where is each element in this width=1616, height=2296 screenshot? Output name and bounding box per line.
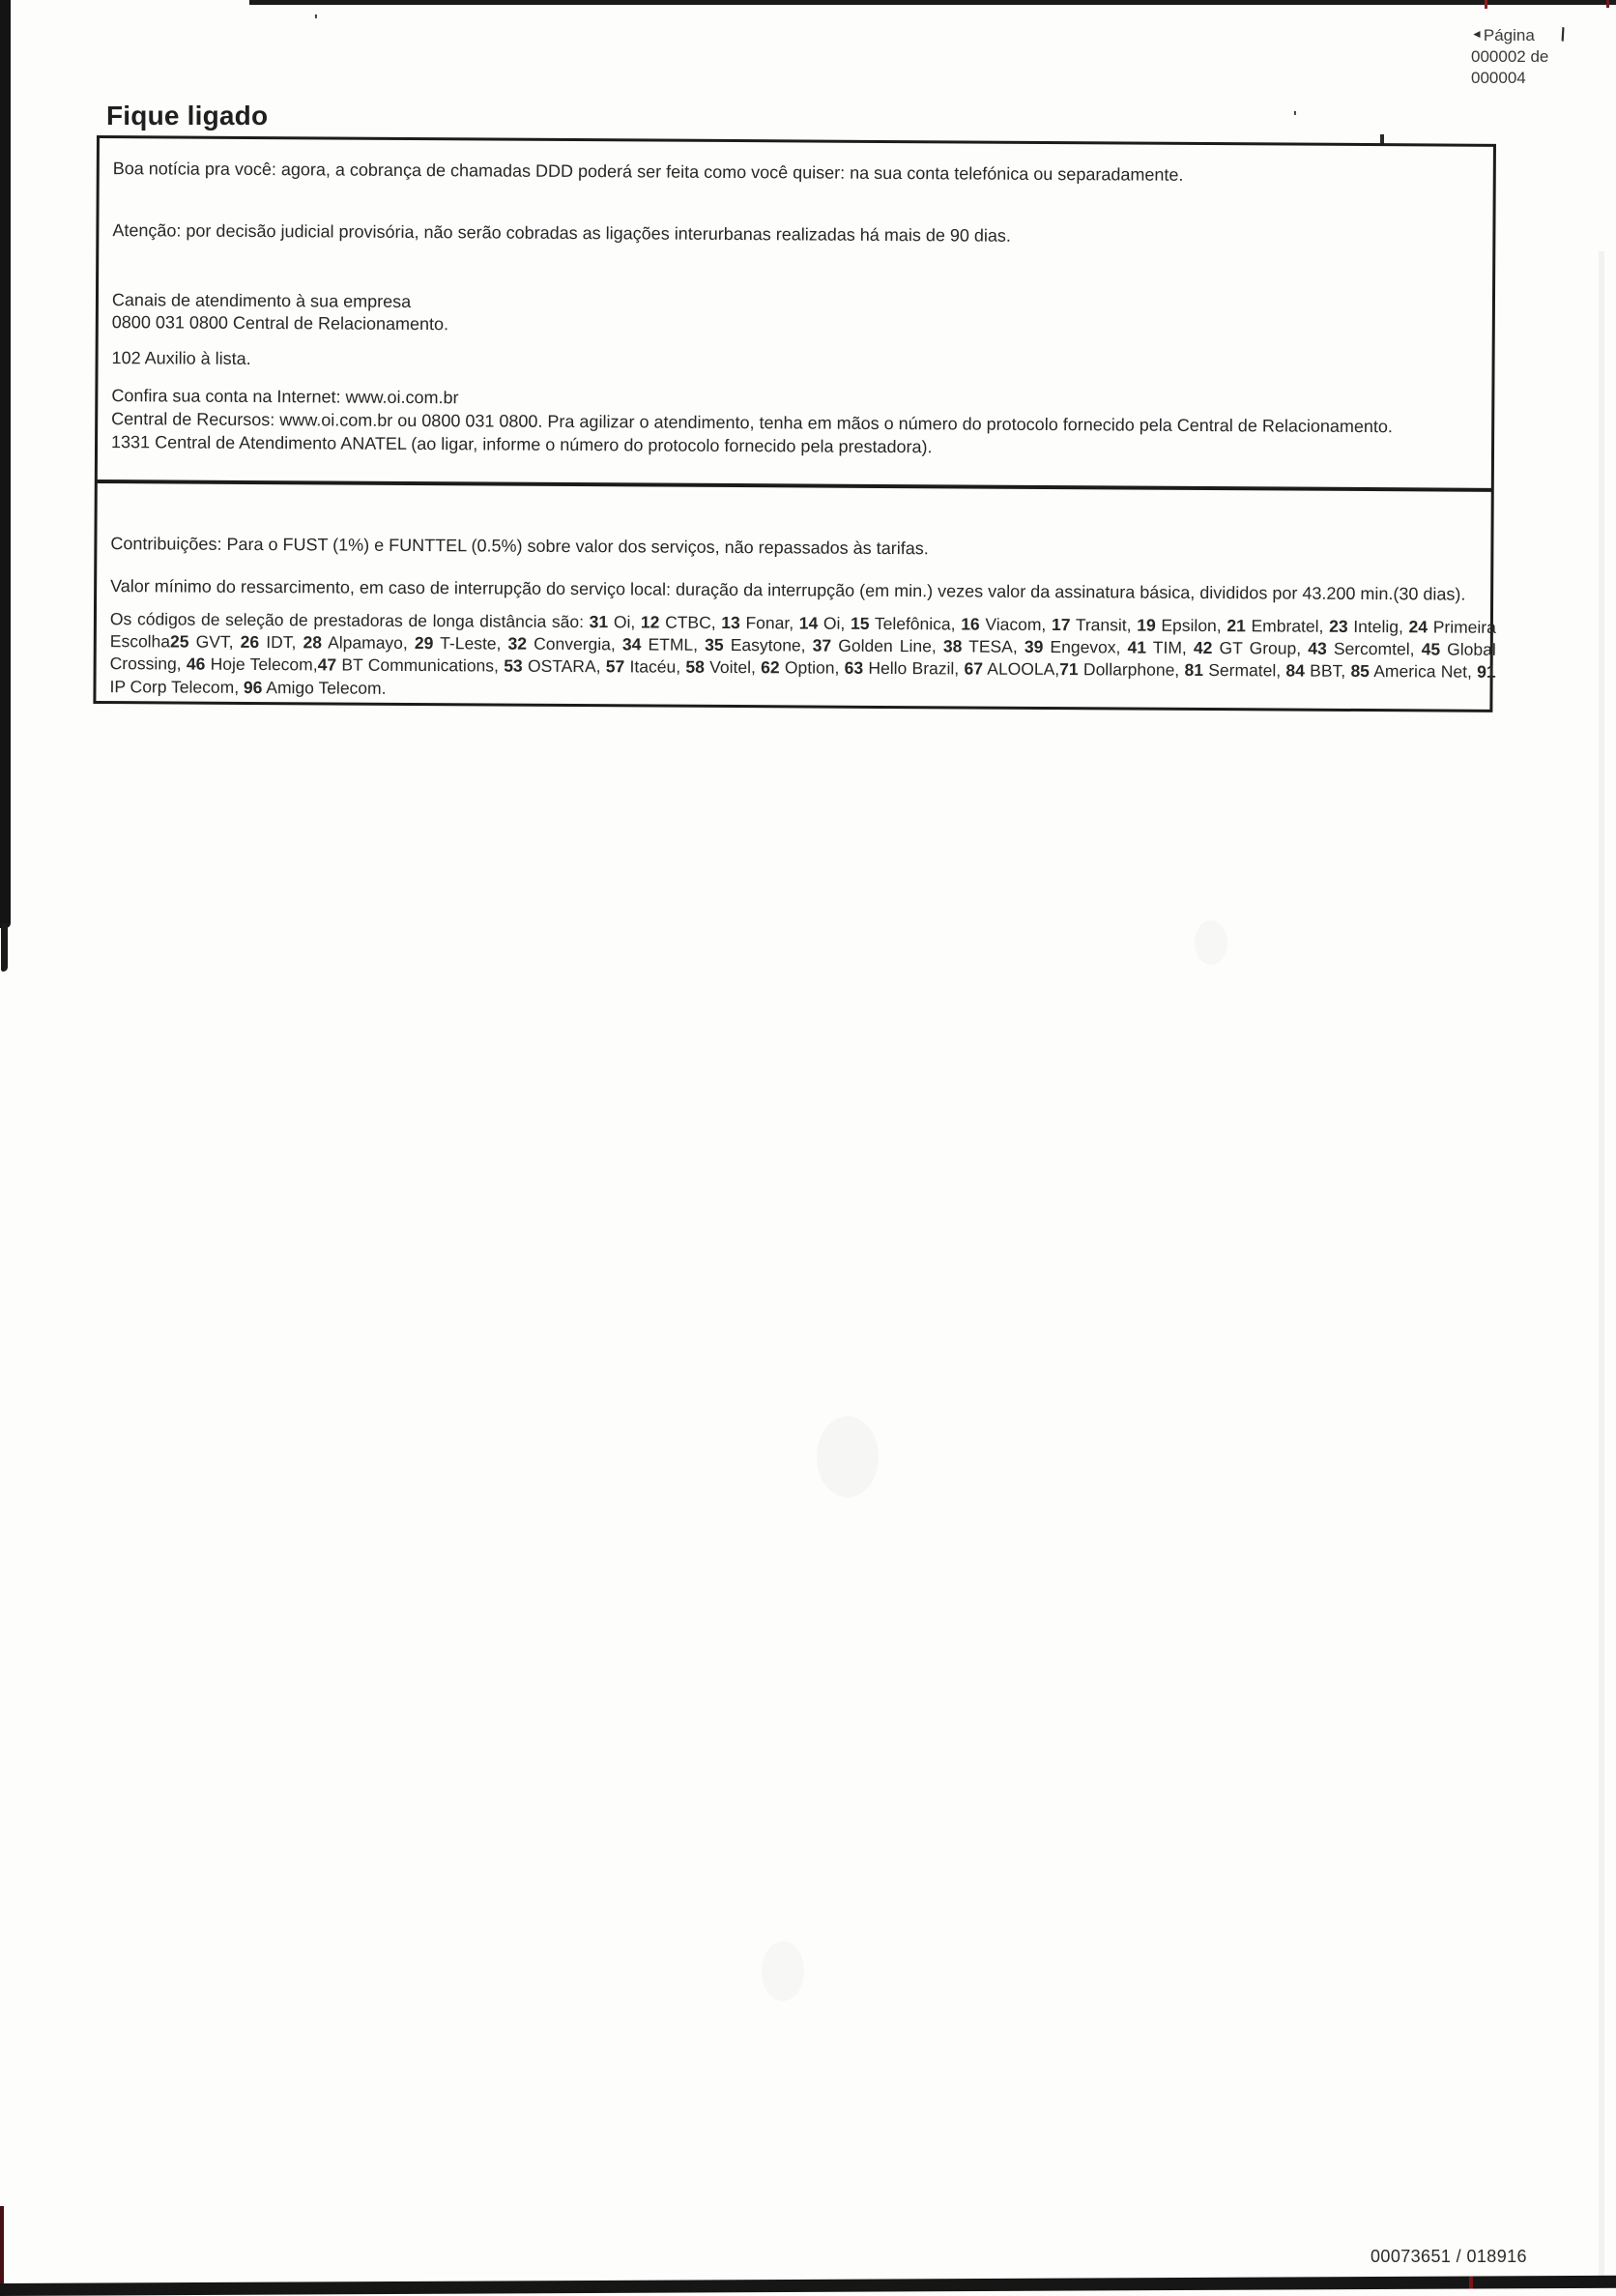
page-number-row (1471, 24, 1568, 46)
notice-carrier-codes: Os códigos de seleção de prestadoras de longa distância são: 31 Oi, 12 CTBC, 13 Fonar, 14 Oi, 15 Telefônica, 16 Viacom, 17 Transit, 19 Epsilon, 21 Embratel, 23 Intelig, 24 Primeira Escolha25 GVT, 26 IDT, 28 Alpamayo, 29 T-Leste, 32 Convergia, 34 ETML, 35 Easytone, 37 Golden Line, 38 TESA, 39 Engevox, 41 TIM, 42 GT Group, 43 Sercomtel, 45 Global Crossing, 46 Hoje Telecom,47 BT Communications, 53 OSTARA, 57 Itacéu, 58 Voitel, 62 Option, 63 Hello Brazil, 67 ALOOLA,71 Dollarphone, 81 Sermatel, 84 BBT, 85 America Net, 91 IP Corp Telecom, 96 Amigo Telecom. (109, 609, 1496, 698)
scan-left-edge-artifact (0, 0, 11, 928)
scan-red-tick-artifact (1485, 0, 1487, 9)
internet-line1: Confira sua conta na Internet: www.oi.com.br (111, 386, 459, 408)
scan-red-tick-artifact (1606, 0, 1609, 8)
stray-ink-mark: ' (1293, 109, 1297, 126)
notice-directory-assistance: 102 Auxilio à lista. (111, 348, 251, 368)
cursor-arrow-icon: ◄ (1471, 27, 1483, 41)
notice-internet-contacts (111, 384, 1484, 462)
scan-left-red-artifact (0, 2206, 4, 2293)
notice-min-refund: Valor mínimo do ressarcimento, em caso de interrupção do serviço local: duração da interrupção (em min.) vezes valor da assinatura básica, divididos por 43.200 min.(30 dias). (110, 576, 1466, 604)
notice-contributions: Contribuições: Para o FUST (1%) e FUNTTEL (0.5%) sobre valor dos serviços, não repassados às tarifas. (110, 534, 929, 559)
notice-box-inner (96, 138, 1496, 710)
page-label: Página (1483, 26, 1535, 44)
scan-smudge (817, 1416, 879, 1497)
notice-service-channels (112, 289, 1485, 342)
notice-good-news: Boa notícia pra você: agora, a cobrança de chamadas DDD poderá ser feita como você quiser: na sua conta telefónica ou separadamente. (112, 159, 1184, 185)
stray-ink-mark: ' (314, 13, 318, 29)
section-divider-rule (97, 480, 1492, 492)
page-number-current: 000002 de (1471, 47, 1549, 66)
stray-slash-mark: \ (1557, 24, 1568, 46)
scan-smudge (1195, 920, 1227, 965)
notice-attention: Atenção: por decisão judicial provisória, não serão cobradas as ligações interurbanas realizadas há mais de 90 dias. (112, 220, 1011, 246)
page-number-block (1471, 24, 1568, 89)
service-channels-line1: Canais de atendimento à sua empresa (111, 290, 412, 311)
notice-box (93, 135, 1496, 712)
service-channels-line2: 0800 031 0800 Central de Relacionamento. (111, 312, 449, 334)
scan-top-edge-artifact (249, 0, 1616, 5)
scan-right-streak-artifact (1599, 251, 1604, 2281)
page-title: Fique ligado (106, 101, 269, 131)
internet-line3: 1331 Central de Atendimento ANATEL (ao ligar, informe o número do protocolo fornecido pela prestadora). (111, 432, 933, 457)
page-number-total: 000004 (1471, 69, 1526, 87)
scan-red-tick-artifact (1469, 2277, 1473, 2289)
scan-left-edge-artifact-tail (1, 923, 8, 972)
document-number: 00073651 / 018916 (1371, 2247, 1527, 2266)
internet-line2: Central de Recursos: www.oi.com.br ou 0800 031 0800. Pra agilizar o atendimento, tenha em mãos o número do protocolo fornecido pela Central de Relacionamento. (111, 409, 1394, 437)
scan-smudge (762, 1941, 804, 2001)
